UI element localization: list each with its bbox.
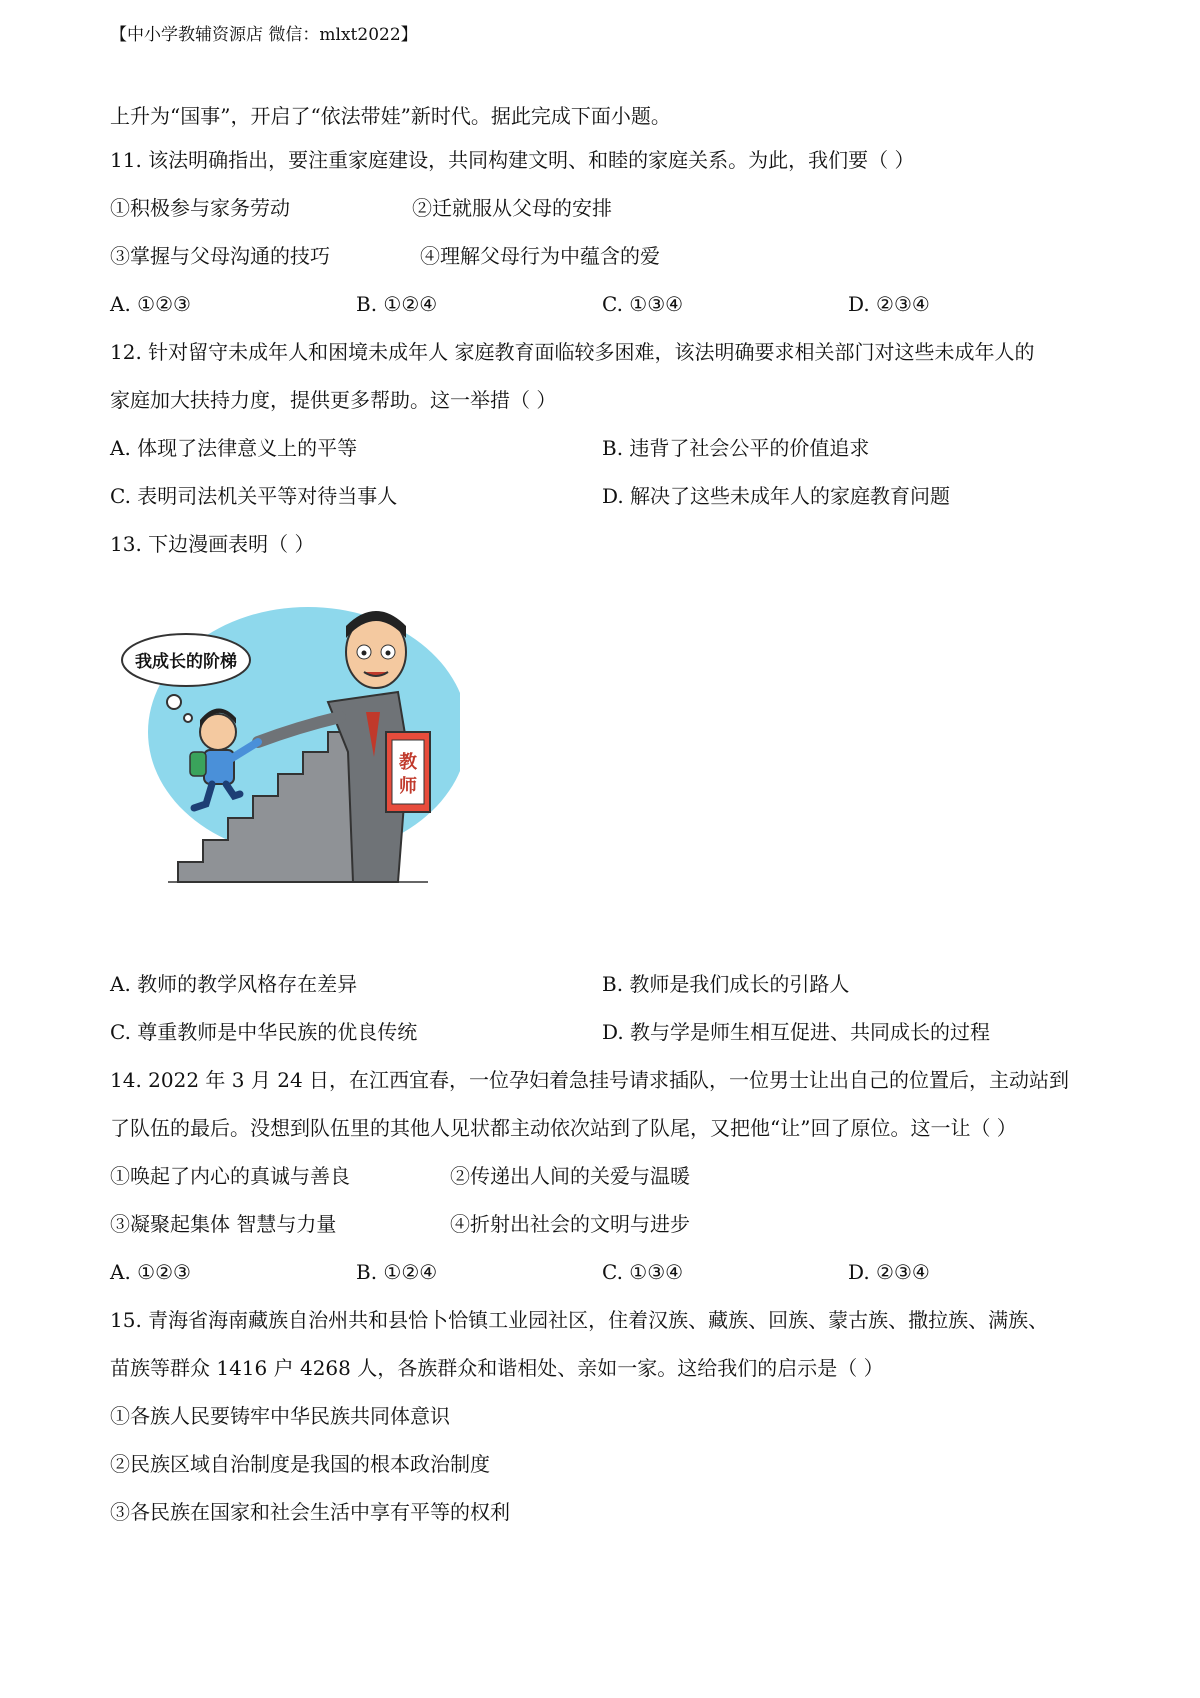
q14-item-3: ③凝聚起集体 智慧与力量	[110, 1212, 337, 1236]
q14-option-d[interactable]: D. ②③④	[848, 1260, 930, 1284]
student-backpack	[190, 752, 206, 776]
q12-option-b[interactable]: B. 违背了社会公平的价值追求	[602, 436, 870, 460]
q11-option-d[interactable]: D. ②③④	[848, 292, 930, 316]
q15-item-2: ②民族区域自治制度是我国的根本政治制度	[110, 1452, 490, 1476]
q14-option-b[interactable]: B. ①②④	[356, 1260, 438, 1284]
q14-stem-line2: 了队伍的最后。没想到队伍里的其他人见状都主动依次站到了队尾，又把他“让”回了原位。这一让（ ）	[110, 1116, 1017, 1140]
q14-option-c[interactable]: C. ①③④	[602, 1260, 684, 1284]
q14-stem-line1: 14. 2022 年 3 月 24 日，在江西宜春，一位孕妇着急挂号请求插队，一位男士让出自己的位置后，主动站到	[110, 1068, 1070, 1092]
intro-text: 上升为“国事”，开启了“依法带娃”新时代。据此完成下面小题。	[110, 104, 671, 128]
book-label-2: 师	[399, 776, 417, 797]
q14-item-4: ④折射出社会的文明与进步	[450, 1212, 690, 1236]
q13-option-c[interactable]: C. 尊重教师是中华民族的优良传统	[110, 1020, 418, 1044]
teacher-stairs-cartoon	[108, 582, 460, 902]
q12-option-d[interactable]: D. 解决了这些未成年人的家庭教育问题	[602, 484, 951, 508]
q14-item-1: ①唤起了内心的真诚与善良	[110, 1164, 350, 1188]
q13-option-b[interactable]: B. 教师是我们成长的引路人	[602, 972, 850, 996]
q12-stem-line1: 12. 针对留守未成年人和困境未成年人 家庭教育面临较多困难，该法明确要求相关部门对这些未成年人的	[110, 340, 1035, 364]
q11-option-b[interactable]: B. ①②④	[356, 292, 438, 316]
q11-item-2: ②迁就服从父母的安排	[412, 196, 612, 220]
page-header: 【中小学教辅资源店 微信：mlxt2022】	[110, 25, 418, 45]
q13-option-a[interactable]: A. 教师的教学风格存在差异	[110, 972, 358, 996]
q11-item-4: ④理解父母行为中蕴含的爱	[420, 244, 660, 268]
book-label-1: 教	[399, 752, 417, 773]
q12-option-c[interactable]: C. 表明司法机关平等对待当事人	[110, 484, 398, 508]
q15-stem-line2: 苗族等群众 1416 户 4268 人，各族群众和谐相处、亲如一家。这给我们的启示是（ ）	[110, 1356, 884, 1380]
q14-item-2: ②传递出人间的关爱与温暖	[450, 1164, 690, 1188]
q13-stem: 13. 下边漫画表明（ ）	[110, 532, 315, 556]
q13-option-d[interactable]: D. 教与学是师生相互促进、共同成长的过程	[602, 1020, 991, 1044]
thought-bubble-text: 我成长的阶梯	[135, 652, 237, 672]
q12-option-a[interactable]: A. 体现了法律意义上的平等	[110, 436, 358, 460]
q15-stem-line1: 15. 青海省海南藏族自治州共和县恰卜恰镇工业园社区，住着汉族、藏族、回族、蒙古族、撒拉族、满族、	[110, 1308, 1049, 1332]
q15-item-3: ③各民族在国家和社会生活中享有平等的权利	[110, 1500, 510, 1524]
q12-stem-line2: 家庭加大扶持力度，提供更多帮助。这一举措（ ）	[110, 388, 557, 412]
q11-option-a[interactable]: A. ①②③	[110, 292, 191, 316]
q11-option-c[interactable]: C. ①③④	[602, 292, 684, 316]
q15-item-1: ①各族人民要铸牢中华民族共同体意识	[110, 1404, 450, 1428]
q11-item-1: ①积极参与家务劳动	[110, 196, 290, 220]
q11-stem: 11. 该法明确指出，要注重家庭建设，共同构建文明、和睦的家庭关系。为此，我们要（ ）	[110, 148, 915, 172]
q11-item-3: ③掌握与父母沟通的技巧	[110, 244, 330, 268]
q14-option-a[interactable]: A. ①②③	[110, 1260, 191, 1284]
